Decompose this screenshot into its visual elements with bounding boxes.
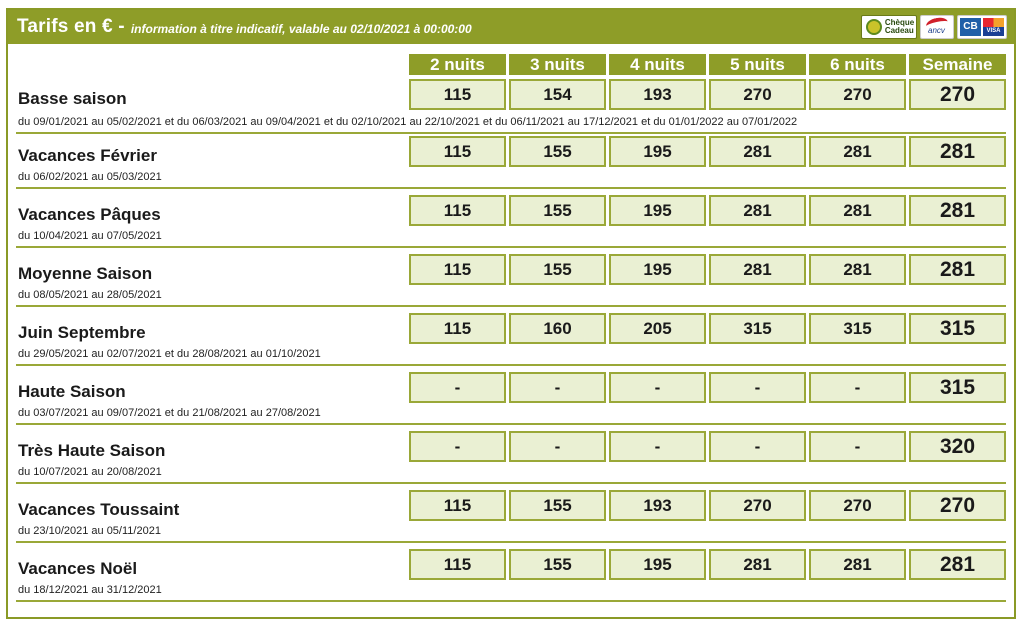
row-separator <box>16 246 1006 248</box>
cheque-cadeau-line2: Cadeau <box>884 26 914 35</box>
row-separator <box>16 364 1006 366</box>
tariff-validity-info: information à titre indicatif, valable au 02/10/2021 à 00:00:00 <box>130 21 472 36</box>
column-header: 5 nuits <box>709 54 806 75</box>
column-headers <box>409 54 1006 75</box>
cb-logo-text: CB <box>960 18 981 36</box>
cheque-cadeau-logo-icon <box>861 15 917 39</box>
price-cell: - <box>409 372 506 403</box>
tariff-row <box>8 313 1014 372</box>
price-cell: 154 <box>509 79 606 110</box>
payment-logos <box>861 15 1007 39</box>
price-cell: 270 <box>909 490 1006 521</box>
price-cell: - <box>509 372 606 403</box>
price-cell: 155 <box>509 254 606 285</box>
price-cell: 115 <box>409 254 506 285</box>
price-cell: 115 <box>409 79 506 110</box>
season-name: Basse saison <box>18 89 127 108</box>
price-cell: 155 <box>509 195 606 226</box>
price-cell: - <box>709 431 806 462</box>
visa-mastercard-icon <box>983 18 1004 36</box>
price-cell: 270 <box>709 79 806 110</box>
price-cells <box>409 254 1006 285</box>
price-cell: 155 <box>509 136 606 167</box>
price-cells <box>409 490 1006 521</box>
row-separator <box>16 305 1006 307</box>
price-cell: 193 <box>609 490 706 521</box>
season-name: Vacances Février <box>18 146 157 165</box>
season-name: Vacances Noël <box>18 559 138 578</box>
column-header: 4 nuits <box>609 54 706 75</box>
price-cells <box>409 79 1006 110</box>
column-header: Semaine <box>909 54 1006 75</box>
tariff-row <box>8 254 1014 313</box>
visa-label: VISA <box>983 27 1004 36</box>
tariff-title: Tarifs en € - <box>17 16 125 37</box>
price-cell: 115 <box>409 313 506 344</box>
season-dates: du 23/10/2021 au 05/11/2021 <box>18 525 161 537</box>
tariff-panel <box>6 8 1016 619</box>
row-separator <box>16 187 1006 189</box>
price-cell: 315 <box>909 372 1006 403</box>
cheque-cadeau-emblem-icon <box>866 19 882 35</box>
price-cell: - <box>609 431 706 462</box>
cheque-cadeau-text <box>885 19 914 35</box>
tariff-row <box>8 81 1014 140</box>
price-cell: 270 <box>809 79 906 110</box>
column-header: 3 nuits <box>509 54 606 75</box>
season-dates: du 08/05/2021 au 28/05/2021 <box>18 289 162 301</box>
price-cell: - <box>509 431 606 462</box>
price-cells <box>409 136 1006 167</box>
price-cell: 270 <box>809 490 906 521</box>
row-separator <box>16 423 1006 425</box>
season-dates: du 03/07/2021 au 09/07/2021 et du 21/08/2021 au 27/08/2021 <box>18 407 321 419</box>
price-cell: 315 <box>709 313 806 344</box>
price-cell: - <box>409 431 506 462</box>
price-cell: 195 <box>609 254 706 285</box>
price-cell: 155 <box>509 490 606 521</box>
price-cell: 281 <box>809 254 906 285</box>
season-name: Moyenne Saison <box>18 264 153 283</box>
row-separator <box>16 482 1006 484</box>
ancv-logo-icon <box>920 15 954 39</box>
column-header: 2 nuits <box>409 54 506 75</box>
ancv-label: ancv <box>928 26 945 35</box>
price-cell: 193 <box>609 79 706 110</box>
row-separator <box>16 600 1006 602</box>
price-cells <box>409 431 1006 462</box>
row-separator <box>16 541 1006 543</box>
price-cell: 320 <box>909 431 1006 462</box>
price-cell: 281 <box>909 195 1006 226</box>
price-cell: 281 <box>709 549 806 580</box>
season-dates: du 18/12/2021 au 31/12/2021 <box>18 584 162 596</box>
price-cell: 195 <box>609 136 706 167</box>
tariff-header <box>8 10 1014 44</box>
price-cell: 315 <box>909 313 1006 344</box>
cb-visa-logo-icon <box>957 15 1007 39</box>
price-cell: 281 <box>909 254 1006 285</box>
price-cell: 115 <box>409 195 506 226</box>
tariff-row <box>8 372 1014 431</box>
season-name: Juin Septembre <box>18 323 146 342</box>
price-cell: 195 <box>609 195 706 226</box>
price-cell: 195 <box>609 549 706 580</box>
row-separator <box>16 132 1006 134</box>
tariff-row <box>8 136 1014 195</box>
price-cell: 160 <box>509 313 606 344</box>
price-cell: 281 <box>809 549 906 580</box>
price-cells <box>409 372 1006 403</box>
mastercard-icon <box>983 18 1004 27</box>
price-cell: 315 <box>809 313 906 344</box>
tariff-row <box>8 195 1014 254</box>
column-header: 6 nuits <box>809 54 906 75</box>
price-cell: 281 <box>709 195 806 226</box>
season-name: Vacances Toussaint <box>18 500 180 519</box>
tariff-row <box>8 549 1014 608</box>
price-cell: - <box>809 431 906 462</box>
season-dates: du 10/04/2021 au 07/05/2021 <box>18 230 162 242</box>
price-cell: 281 <box>909 136 1006 167</box>
tariff-row <box>8 431 1014 490</box>
price-cell: 270 <box>909 79 1006 110</box>
price-cell: - <box>709 372 806 403</box>
price-cells <box>409 549 1006 580</box>
price-cell: 281 <box>809 195 906 226</box>
price-cell: - <box>809 372 906 403</box>
price-cells <box>409 195 1006 226</box>
season-name: Vacances Pâques <box>18 205 161 224</box>
season-dates: du 06/02/2021 au 05/03/2021 <box>18 171 162 183</box>
season-dates: du 10/07/2021 au 20/08/2021 <box>18 466 162 478</box>
price-cell: 281 <box>709 254 806 285</box>
season-dates: du 09/01/2021 au 05/02/2021 et du 06/03/2021 au 09/04/2021 et du 02/10/2021 au 22/10/2021 et du 06/11/2021 au 17/12/2021 et du 01/01/2022 au 07/01/2022 <box>18 116 798 128</box>
price-cell: 155 <box>509 549 606 580</box>
price-cell: 115 <box>409 136 506 167</box>
tariff-row <box>8 490 1014 549</box>
price-cell: 281 <box>809 136 906 167</box>
price-cell: 115 <box>409 549 506 580</box>
season-name: Haute Saison <box>18 382 126 401</box>
price-cell: 115 <box>409 490 506 521</box>
price-cell: 281 <box>709 136 806 167</box>
price-cell: 270 <box>709 490 806 521</box>
season-name: Très Haute Saison <box>18 441 166 460</box>
price-cell: - <box>609 372 706 403</box>
price-cell: 281 <box>909 549 1006 580</box>
price-cell: 205 <box>609 313 706 344</box>
price-cells <box>409 313 1006 344</box>
cheque-cadeau-line1: Chèque <box>884 18 915 27</box>
season-dates: du 29/05/2021 au 02/07/2021 et du 28/08/2021 au 01/10/2021 <box>18 348 321 360</box>
